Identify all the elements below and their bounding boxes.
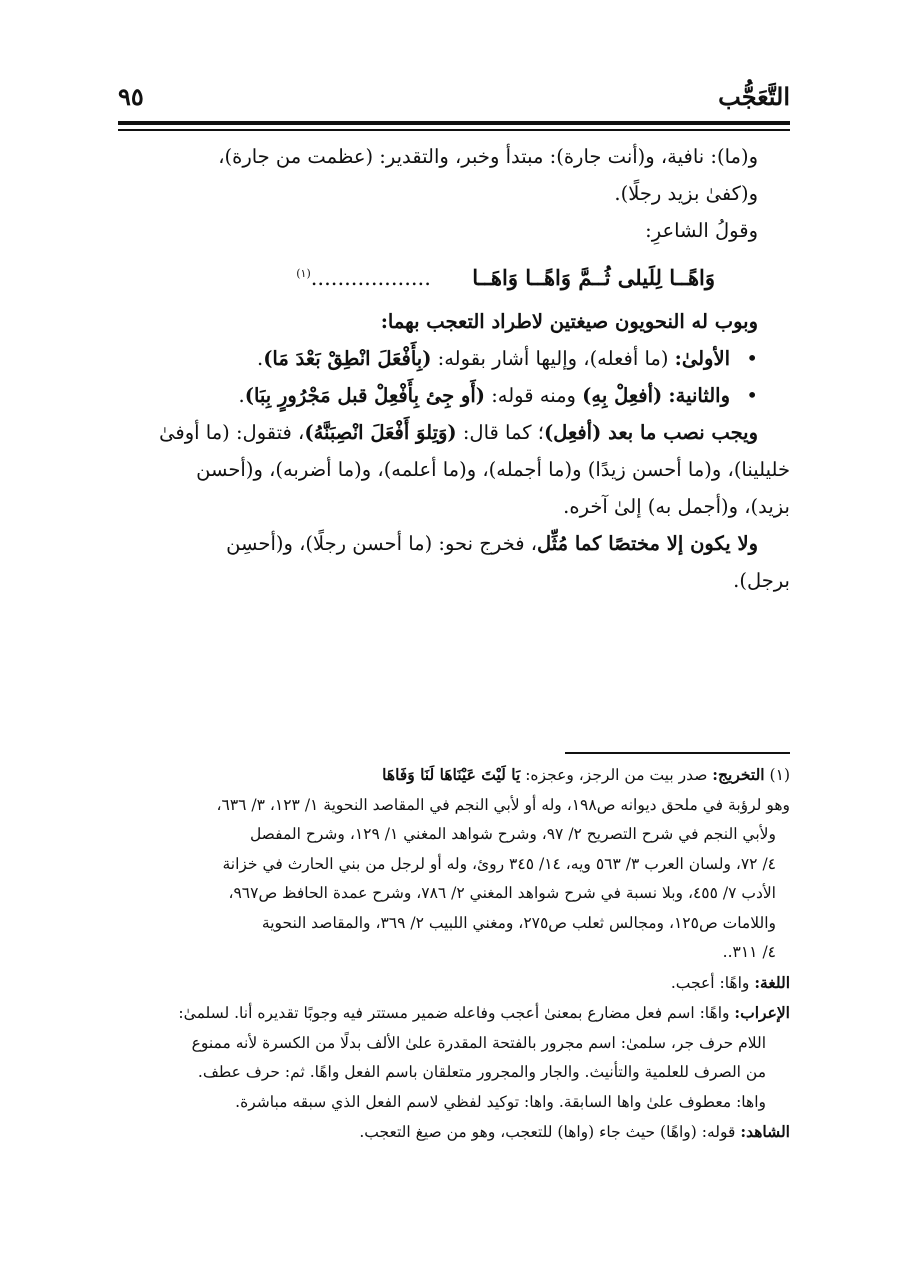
footnote-text: واهًا: اسم فعل مضارع بمعنىٰ أعجب وفاعله ضمير مستتر فيه وجوبًا تقديره أنا. لسلمىٰ: [178, 1004, 735, 1022]
body-line: و(كفىٰ بزيد رجلًا). [614, 182, 758, 205]
body-line: وقولُ الشاعرِ: [645, 219, 758, 242]
body-line: خليلينا)، و(ما أحسن زيدًا) و(ما أجمله)، و(ما أعلمه)، و(ما أضربه)، و(أحسن [196, 458, 790, 481]
list-form: (أفعِلْ بِهِ) [582, 384, 663, 407]
header-rule-thick [118, 121, 790, 125]
footnote-line [110, 968, 790, 999]
list-quote: (بِأَفْعَلَ انْطِقْ بَعْدَ مَا) [263, 347, 432, 370]
body-line: برجل). [733, 569, 790, 592]
paragraph-nasb [118, 414, 790, 451]
footnote-line [110, 1117, 790, 1148]
footnote-label: الشاهد: [740, 1122, 790, 1141]
footnote-number: (١) [769, 766, 790, 784]
footnote-line: ٤/ ٧٢، ولسان العرب ٣/ ٥٦٣ ويه، ١٤/ ٣٤٥ روئ، وله أو لرجل من بني الحارث في خزانة [222, 854, 776, 873]
section-intro: وبوب له النحويون صيغتين لاطراد التعجب بهما: [380, 310, 758, 333]
running-title: التَّعَجُّب [718, 82, 790, 111]
list-item-first-form [118, 340, 790, 377]
footnote-line: واللامات ص١٢٥، ومجالس ثعلب ص٢٧٥، ومغني اللبيب ٢/ ٣٦٩، والمقاصد النحوية [261, 913, 776, 932]
verse-dots: .................. [310, 266, 431, 290]
body-line: بزيد)، و(أجمل به) إلىٰ آخره. [563, 495, 790, 518]
paragraph-text: ، فخرج نحو: (ما أحسن رجلًا)، و(أحسِن [226, 532, 538, 555]
footnote-text: واهًا: أعجب. [670, 973, 755, 992]
footnote-line: اللام حرف جر، سلمىٰ: اسم مجرور بالفتحة المقدرة علىٰ الألف بدلًا من الكسرة لأنه ممنوع [191, 1033, 766, 1052]
footnote-line: وهو لرؤبة في ملحق ديوانه ص١٩٨، وله أو لأبي النجم في المقاصد النحوية ١/ ١٢٣، ٣/ ٦٣٦، [216, 795, 790, 814]
list-label: الأولىٰ: [674, 347, 730, 370]
page-header [118, 80, 790, 120]
list-end: . [238, 384, 245, 407]
footnote-line: واها: معطوف علىٰ واها السابقة. واها: توكيد لفظي لاسم الفعل الذي سبقه مباشرة. [235, 1092, 766, 1111]
footnote-line: من الصرف للعلمية والتأنيث. والجار والمجرور متعلقان باسم الفعل واهًا. ثم: حرف عطف. [197, 1063, 766, 1081]
footnotes [110, 760, 790, 1148]
paragraph-quote: (وَتِلوَ أَفْعَلَ انْصِبَنَّهُ) [304, 421, 457, 444]
list-end: . [257, 347, 264, 370]
footnote-text: صدر بيت من الرجز، وعجزه: [520, 766, 713, 784]
page-number: ٩٥ [118, 82, 144, 111]
footnote-label: التخريج: [712, 765, 765, 784]
list-text: ومنه قوله: [485, 384, 583, 407]
footnote-line: ولأبي النجم في شرح التصريح ٢/ ٩٧، وشرح شواهد المغني ١/ ١٢٩، وشرح المفصل [249, 825, 776, 843]
footnote-marker: (١) [296, 267, 311, 280]
verse-text: وَاهًــا لِلَيلى ثُــمَّ وَاهًــا وَاهَــا [472, 265, 715, 290]
paragraph-text: ؛ كما قال: [456, 421, 544, 444]
paragraph-lead: ويجب نصب ما بعد (أفعِل) [543, 421, 758, 444]
list-form: (ما أفعله) [589, 347, 669, 370]
footnote-line [110, 998, 790, 1029]
list-item-second-form [118, 377, 790, 414]
footnote-line: الأدب ٧/ ٤٥٥، وبلا نسبة في شرح شواهد المغني ٢/ ٧٨٦، وشرح عمدة الحافظ ص٩٦٧، [228, 884, 776, 902]
list-label: والثانية: [668, 384, 730, 407]
footnote-separator [565, 752, 790, 754]
list-text: ، وإليها أشار بقوله: [431, 347, 590, 370]
footnote-text: قوله: (واهًا) حيث جاء (واها) للتعجب، وهو من صيغ التعجب. [359, 1123, 741, 1141]
header-rule-thin [118, 129, 790, 131]
footnote-line [110, 760, 790, 791]
footnote-line: ٤/ ٣١١.. [722, 943, 776, 961]
list-quote: (أَو جِئ بِأَفْعِلْ قبل مَجْرُورٍ بِبَا) [244, 384, 485, 407]
paragraph-lead: ولا يكون إلا مختصًا كما مُثِّل [537, 532, 758, 555]
main-text [118, 138, 790, 599]
body-line: و(ما): نافية، و(أنت جارة): مبتدأ وخبر، والتقدير: (عظمت من جارة)، [218, 145, 758, 168]
paragraph-text: ، فتقول: (ما أوفىٰ [159, 421, 305, 444]
footnote-label: الإعراب: [734, 1003, 790, 1022]
footnote-label: اللغة: [754, 972, 790, 992]
verse-line [118, 249, 790, 303]
footnote-quote: يَا لَيْتَ عَيْنَاهَا لَنَا وَفَاهَا [382, 765, 521, 784]
paragraph-ikhtisas [118, 525, 790, 562]
